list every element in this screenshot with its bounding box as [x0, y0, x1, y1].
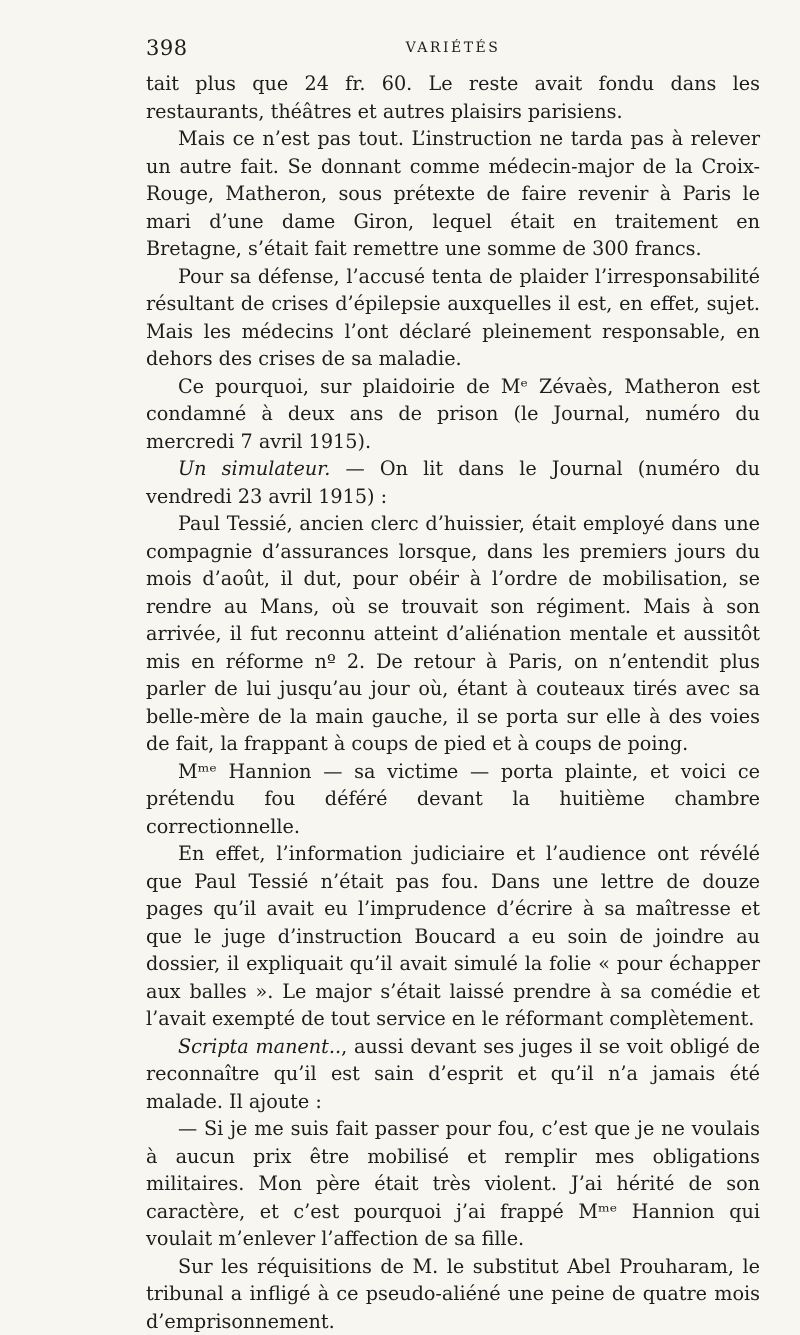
paragraph: Sur les réquisitions de M. le substitut Abel Prouharam, le tribunal a infligé à ce pseudo-aliéné une peine de quatre mois d’emprisonnement. — [146, 1253, 760, 1335]
running-title: VARIÉTÉS — [146, 40, 760, 56]
paragraph-latin-lead: Scripta manent.., aussi devant ses juges il se voit obligé de reconnaître qu’il est sain d’esprit et qu’il n’a jamais été malade. Il ajoute : — [146, 1033, 760, 1116]
paragraph-continuation: tait plus que 24 fr. 60. Le reste avait fondu dans les restaurants, théâtres et autres plaisirs parisiens. — [146, 70, 760, 125]
paragraph-quote: — Si je me suis fait passer pour fou, c’est que je ne voulais à aucun prix être mobilisé et remplir mes obligations militaires. Mon père était très violent. J’ai hérité de son caractère, et c’est pourquoi j’ai frappé Mᵐᵉ Hannion qui voulait m’enlever l’affection de sa fille. — [146, 1115, 760, 1253]
page-number: 398 — [146, 36, 188, 60]
paragraph-section-heading: Un simulateur. — On lit dans le Journal (numéro du vendredi 23 avril 1915) : — [146, 455, 760, 510]
latin-lead: Scripta manent.. — [178, 1035, 341, 1058]
section-lead: Un simulateur. — [178, 457, 330, 480]
page-header — [146, 30, 760, 64]
paragraph: Ce pourquoi, sur plaidoirie de Mᵉ Zévaès, Matheron est condamné à deux ans de prison (le Journal, numéro du mercredi 7 avril 1915). — [146, 373, 760, 456]
paragraph: En effet, l’information judiciaire et l’audience ont révélé que Paul Tessié n’était pas fou. Dans une lettre de douze pages qu’il avait eu l’imprudence d’écrire à sa maîtresse et que le juge d’instruction Boucard a eu soin de joindre au dossier, il expliquait qu’il avait simulé la folie « pour échapper aux balles ». Le major s’était laissé prendre à sa comédie et l’avait exempté de tout service en le réformant complètement. — [146, 840, 760, 1033]
paragraph: Pour sa défense, l’accusé tenta de plaider l’irresponsabilité résultant de crises d’épilepsie auxquelles il est, en effet, sujet. Mais les médecins l’ont déclaré pleinement responsable, en dehors des crises de sa maladie. — [146, 263, 760, 373]
paragraph: Mᵐᵉ Hannion — sa victime — porta plainte, et voici ce prétendu fou déféré devant la huitième chambre correctionnelle. — [146, 758, 760, 841]
paragraph: Paul Tessié, ancien clerc d’huissier, était employé dans une compagnie d’assurances lorsque, dans les premiers jours du mois d’août, il dut, pour obéir à l’ordre de mobilisation, se rendre au Mans, où se trouvait son régiment. Mais à son arrivée, il fut reconnu atteint d’aliénation mentale et aussitôt mis en réforme nº 2. De retour à Paris, on n’entendit plus parler de lui jusqu’au jour où, étant à couteaux tirés avec sa belle-mère de la main gauche, il se porta sur elle à des voies de fait, la frappant à coups de pied et à coups de poing. — [146, 510, 760, 758]
body-text — [146, 70, 760, 1335]
paragraph: Mais ce n’est pas tout. L’instruction ne tarda pas à relever un autre fait. Se donnant comme médecin-major de la Croix-Rouge, Matheron, sous prétexte de faire revenir à Paris le mari d’une dame Giron, lequel était en traitement en Bretagne, s’était fait remettre une somme de 300 francs. — [146, 125, 760, 263]
